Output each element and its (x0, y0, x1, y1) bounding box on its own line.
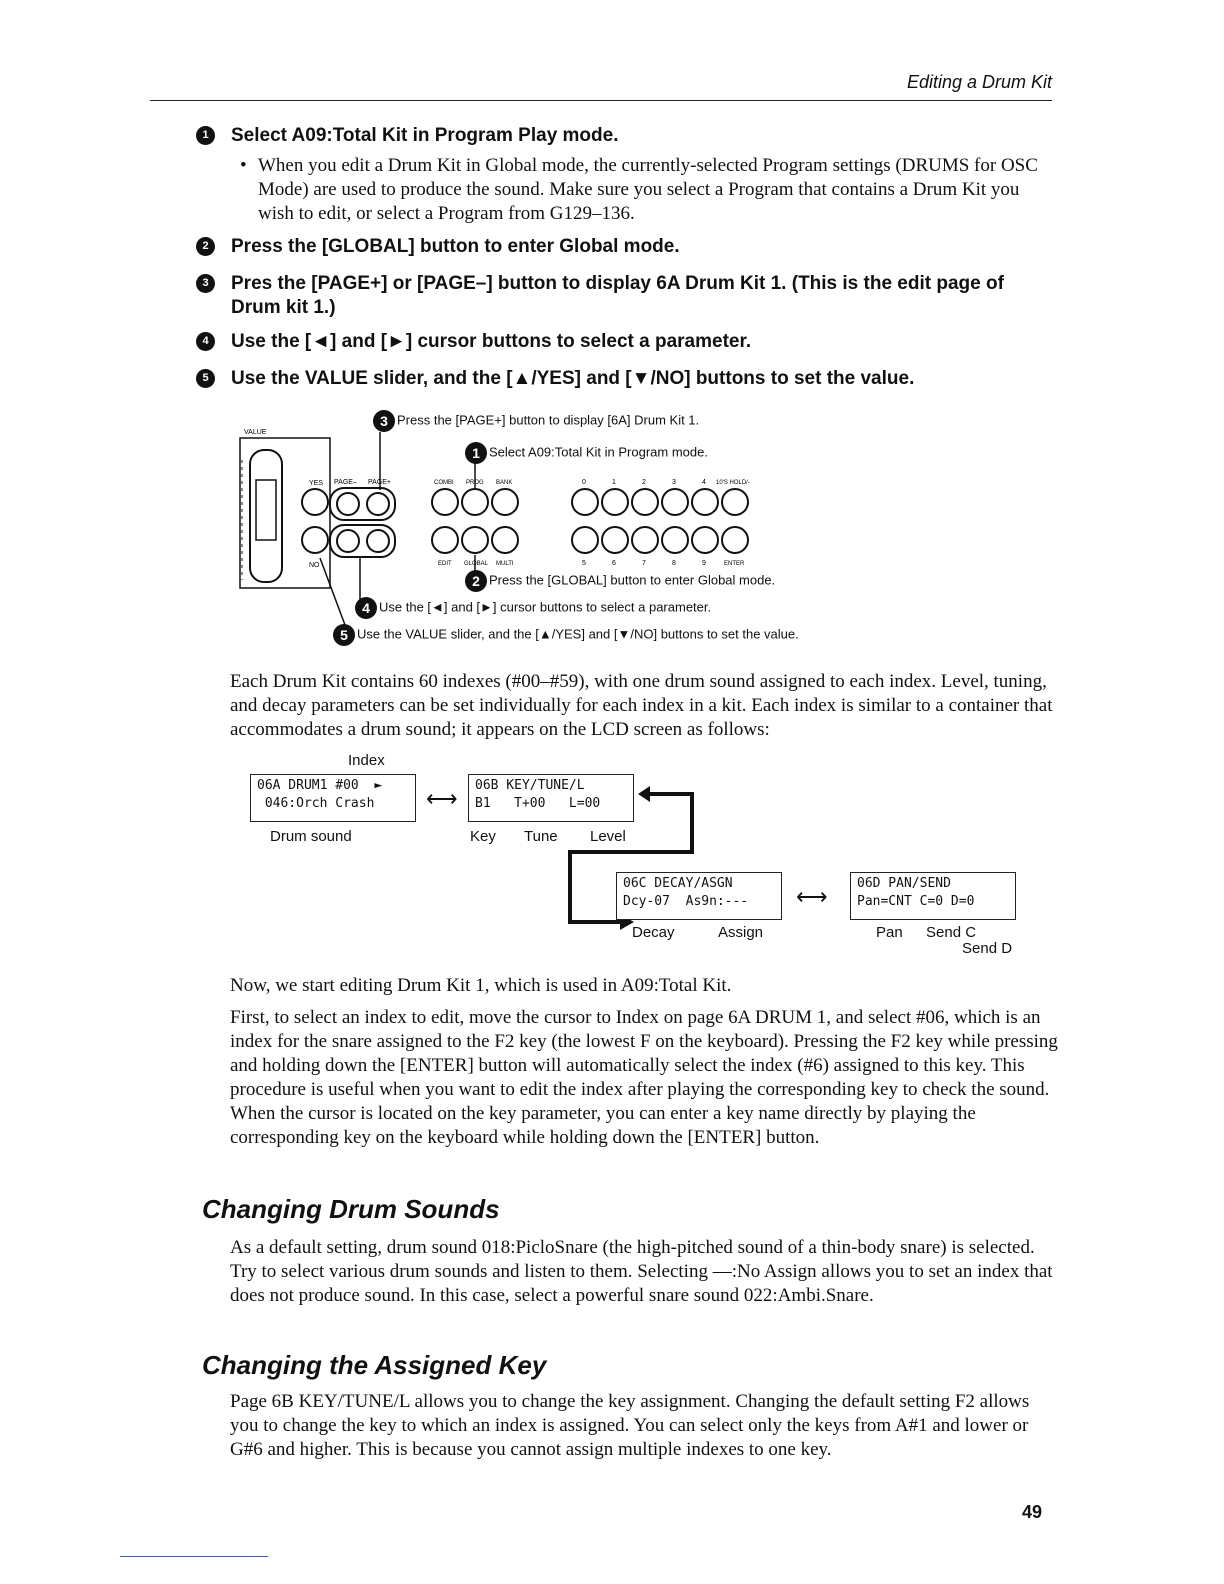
step-text: Use the VALUE slider, and the [▲/YES] and [▼/NO] buttons to set the value. (231, 368, 915, 389)
bullet-dot: • (240, 155, 247, 176)
callout-step3 (373, 410, 699, 432)
cursor-buttons-frame (330, 525, 395, 557)
enter-label: ENTER (724, 561, 745, 567)
paragraph-start-editing: Now, we start editing Drum Kit 1, which is used in A09:Total Kit. (230, 975, 732, 996)
pan-label: Pan (876, 924, 903, 941)
level-label: Level (590, 828, 626, 845)
page-number: 49 (1021, 1502, 1042, 1522)
callout-text: Select A09:Total Kit in Program mode. (489, 444, 708, 460)
lcd-line: 046:Orch Crash (257, 796, 375, 811)
lcd-line: Dcy-07 As9n:--- (623, 894, 749, 909)
callout-step5 (333, 624, 799, 646)
lcd-screens-diagram (230, 750, 1050, 965)
bank-label: BANK (496, 480, 513, 486)
decay-label: Decay (632, 924, 675, 941)
step-5 (196, 367, 1056, 391)
key-5 (572, 527, 598, 553)
index-label: Index (348, 752, 385, 769)
send-d-label: Send D (962, 940, 1013, 957)
step-number: 3 (196, 274, 215, 293)
arrow-c-d-icon: ⟷ (796, 884, 828, 909)
key-3 (662, 489, 688, 515)
step-text: Press the [GLOBAL] button to enter Global mode. (231, 236, 680, 257)
prog-label: PROG (466, 480, 484, 486)
flow-return-arrow-icon (638, 786, 650, 802)
step-4 (196, 330, 1056, 354)
paragraph-assigned-key: Page 6B KEY/TUNE/L allows you to change the key assignment. Changing the default setting F2 allows you to change the key to which an index is assigned. You can select only the keys from A#1 and lower or G#6 and higher. This is because you cannot assign multiple indexes to one key. (230, 1391, 1030, 1460)
bottom-digit-7: 7 (642, 560, 646, 567)
page-plus-label: PAGE+ (368, 479, 392, 486)
edit-button (432, 527, 458, 553)
paragraph-drum-sounds: As a default setting, drum sound 018:PicloSnare (the high-pitched sound of a thin-body snare) is selected. Try to select various drum sounds and listen to them. Selecting —:No Assign allows you to set an index that does not produce sound. In this case, select a powerful snare sound 022:Ambi.Snare. (230, 1237, 1053, 1306)
key-7 (632, 527, 658, 553)
callout-text: Press the [GLOBAL] button to enter Global mode. (489, 572, 776, 588)
bank-button (492, 489, 518, 515)
global-button (462, 527, 488, 553)
callout-text: Use the VALUE slider, and the [▲/YES] and [▼/NO] buttons to set the value. (357, 626, 799, 642)
no-label: NO (309, 562, 320, 569)
paragraph-select-index: First, to select an index to edit, move the cursor to Index on page 6A DRUM 1, and select #06, which is an index for the snare assigned to the F2 key (the lowest F on the keyboard). Pressing the F2 key while pressing and holding down the [ENTER] button will automatically select the index (#6) assigned to this key. This procedure is useful when you want to edit the index after playing the corresponding key to check the sound. When the cursor is located on the key parameter, you can enter a key name directly by playing the corresponding key on the keyboard while holding down the [ENTER] button. (230, 1007, 1058, 1148)
key-6 (602, 527, 628, 553)
multi-button (492, 527, 518, 553)
lcd-line: 06C DECAY/ASGN (623, 876, 749, 891)
lcd-line: B1 T+00 L=00 (475, 796, 601, 811)
step-number: 1 (196, 126, 215, 145)
step-number: 5 (196, 369, 215, 388)
step-3 (196, 272, 1056, 320)
bullet-text: When you edit a Drum Kit in Global mode, the currently-selected Program settings (DRUMS for OSC Mode) are used to produce the sound. Make sure you select a Program that contains a Drum Kit you wish to edit, or select a Program from G129–136. (258, 155, 1038, 224)
lcd-screen-6d (850, 872, 1016, 920)
cursor-left-button (337, 530, 359, 552)
combi-label: COMBI (434, 480, 454, 486)
callout-number: 3 (373, 410, 395, 432)
footnote-rule (120, 1556, 268, 1557)
top-digit-0: 0 (582, 479, 586, 486)
callout-text: Press the [PAGE+] button to display [6A] Drum Kit 1. (397, 412, 700, 428)
cursor-right-button (367, 530, 389, 552)
page-plus-button (367, 493, 389, 515)
callout-number: 4 (355, 597, 377, 619)
intro-paragraph: Each Drum Kit contains 60 indexes (#00–#59), with one drum sound assigned to each index. Level, tuning, and decay parameters can be set individually for each index in a kit. Each index is similar to a container that accommodates a drum sound; it appears on the LCD screen as follows: (230, 671, 1053, 740)
step-1 (196, 124, 1056, 148)
top-digit-3: 3 (672, 479, 676, 486)
key-10s-hold (722, 489, 748, 515)
key-9 (692, 527, 718, 553)
edit-label: EDIT (438, 561, 452, 567)
prog-button (462, 489, 488, 515)
top-digit-hold: 10'S HOLD/- (716, 480, 750, 486)
value-slider-track (250, 450, 282, 582)
global-label: GLOBAL (464, 561, 489, 567)
bottom-digit-8: 8 (672, 560, 676, 567)
callout-number: 2 (465, 570, 487, 592)
step-number: 2 (196, 237, 215, 256)
yes-button (302, 489, 328, 515)
lcd-screen-6a (250, 774, 416, 822)
bottom-digit-9: 9 (702, 560, 706, 567)
heading-changing-assigned-key: Changing the Assigned Key (202, 1350, 547, 1380)
drum-sound-label: Drum sound (270, 828, 352, 845)
callout-step1 (465, 442, 708, 464)
step-2 (196, 235, 1056, 259)
page-buttons-frame (330, 488, 395, 520)
top-digit-2: 2 (642, 479, 646, 486)
callout-step4 (355, 597, 711, 619)
step-text: Pres the [PAGE+] or [PAGE–] button to display 6A Drum Kit 1. (This is the edit page of Drum kit 1.) (231, 273, 1004, 318)
bottom-digit-6: 6 (612, 560, 616, 567)
key-2 (632, 489, 658, 515)
key-1 (602, 489, 628, 515)
header-rule (150, 100, 1052, 101)
step-text: Select A09:Total Kit in Program Play mode. (231, 125, 619, 146)
page-minus-button (337, 493, 359, 515)
callout-step2 (465, 570, 775, 592)
tune-label: Tune (524, 828, 558, 845)
callout-number: 5 (333, 624, 355, 646)
running-header: Editing a Drum Kit (906, 72, 1052, 92)
bottom-digit-5: 5 (582, 560, 586, 567)
callout-text: Use the [◄] and [►] cursor buttons to select a parameter. (379, 599, 712, 615)
top-digit-4: 4 (702, 479, 706, 486)
combi-button (432, 489, 458, 515)
lcd-line: 06A DRUM1 #00 ► (257, 778, 383, 793)
key-enter (722, 527, 748, 553)
top-digit-1: 1 (612, 479, 616, 486)
yes-label: YES (309, 480, 324, 487)
step-number: 4 (196, 332, 215, 351)
step-text: Use the [◄] and [►] cursor buttons to select a parameter. (231, 331, 752, 352)
arrow-a-b-icon: ⟷ (426, 786, 458, 811)
heading-changing-drum-sounds: Changing Drum Sounds (202, 1194, 500, 1224)
lcd-line: 06B KEY/TUNE/L (475, 778, 601, 793)
multi-label: MULTI (496, 561, 514, 567)
assign-label: Assign (718, 924, 764, 941)
bullet-note (240, 154, 1060, 226)
leader-step5 (320, 558, 345, 625)
lcd-line: 06D PAN/SEND (857, 876, 983, 891)
value-slider-knob (256, 480, 276, 540)
page-minus-label: PAGE– (334, 479, 357, 486)
flow-bracket (560, 780, 700, 950)
key-label: Key (470, 828, 496, 845)
send-c-label: Send C (926, 924, 977, 941)
lcd-line: Pan=CNT C=0 D=0 (857, 894, 975, 909)
no-button (302, 527, 328, 553)
lcd-screen-6c (616, 872, 782, 920)
value-label: VALUE (244, 429, 267, 436)
key-4 (692, 489, 718, 515)
callout-number: 1 (465, 442, 487, 464)
key-8 (662, 527, 688, 553)
key-0 (572, 489, 598, 515)
